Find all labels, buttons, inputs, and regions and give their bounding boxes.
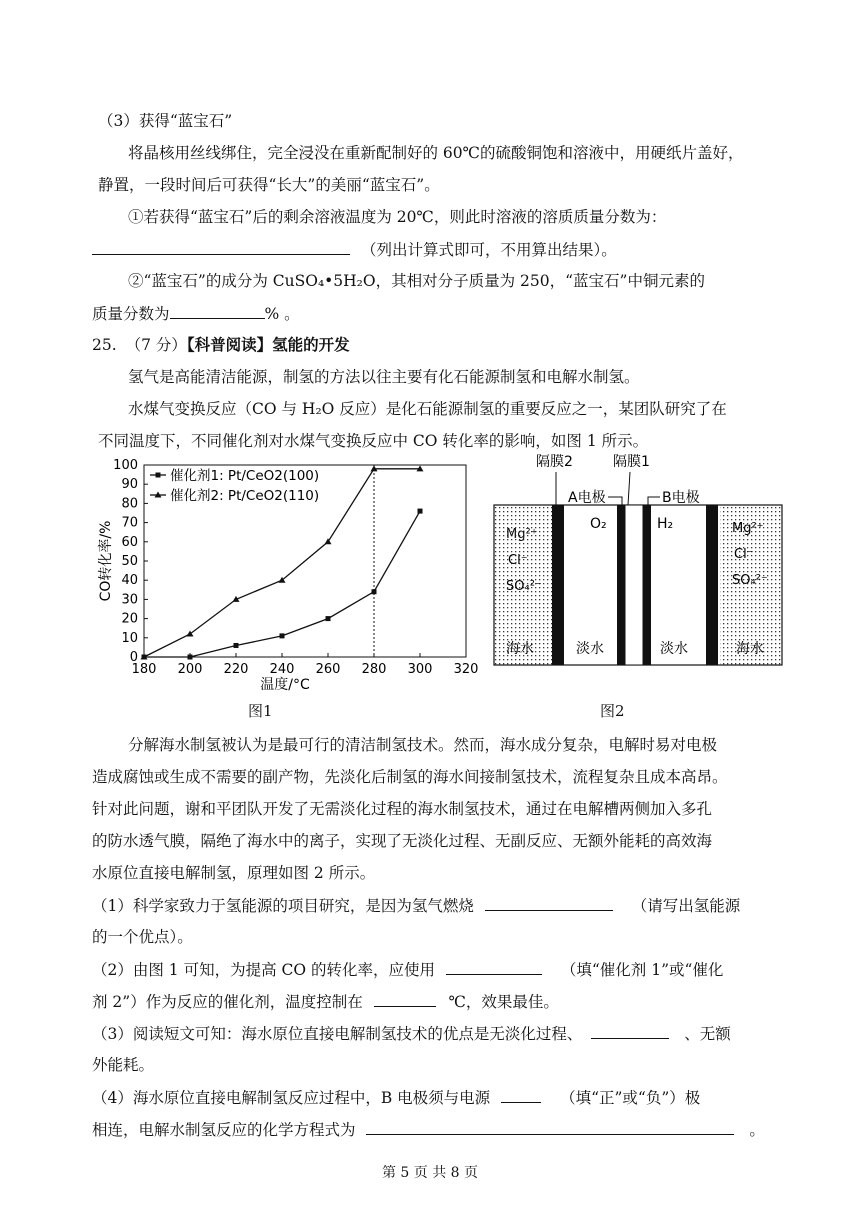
figure2-caption: 图2 (600, 702, 625, 720)
data-point-catalyst1 (234, 643, 239, 648)
freshwater-right-label: 淡水 (660, 641, 688, 657)
y-tick-label: 10 (121, 630, 138, 646)
x-tick-label: 220 (223, 662, 249, 677)
y-tick-label: 0 (129, 650, 138, 665)
electrode-a (617, 505, 625, 665)
membrane2-label: 隔膜2 (536, 454, 573, 470)
y-tick-label: 80 (121, 496, 138, 512)
part3-q1b-row (92, 238, 617, 261)
part3-p2: 静置，一段时间后可获得“长大”的美丽“蓝宝石”。 (98, 176, 440, 194)
freshwater-left-label: 淡水 (576, 641, 604, 657)
answer-blank[interactable] (366, 1118, 734, 1135)
o2-label: O₂ (590, 516, 607, 532)
answer-blank[interactable] (374, 990, 436, 1007)
q25-s1c: 的一个优点）。 (92, 928, 193, 946)
x-tick-label: 280 (361, 662, 387, 677)
x-tick-label: 200 (177, 662, 203, 677)
electrodeA-label: A电极 (568, 490, 606, 506)
figure2-diagram (490, 450, 790, 675)
q25-s3c: 外能耗。 (92, 1056, 155, 1074)
q25-s2-row2 (92, 990, 559, 1013)
answer-blank[interactable] (170, 302, 265, 319)
x-tick-label: 320 (453, 662, 479, 677)
q25-s4d: 。 (749, 1121, 765, 1139)
x-tick-label: 260 (315, 662, 341, 677)
answer-blank[interactable] (92, 238, 350, 255)
legend-marker-square (156, 473, 161, 478)
q25-score: （7 分） (125, 336, 187, 354)
figure1-chart (92, 455, 479, 720)
so4-right: SO₄²⁻ (732, 573, 768, 588)
answer-blank[interactable] (501, 1086, 541, 1103)
electrodeB-label: B电极 (662, 490, 700, 506)
y-tick-label: 90 (121, 477, 138, 493)
y-tick-label: 60 (121, 534, 138, 550)
q25-para3: 针对此问题，谢和平团队开发了无需淡化过程的海水制氢技术，通过在电解槽两侧加入多孔 (92, 800, 713, 818)
x-tick-label: 300 (407, 662, 433, 677)
q25-s3-row (92, 1022, 731, 1045)
q25-para5: 水原位直接电解制氢，原理如图 2 所示。 (92, 864, 376, 882)
q25-s2a: （2）由图 1 可知，为提高 CO 的转化率，应使用 (92, 961, 435, 979)
answer-blank[interactable] (591, 1022, 669, 1039)
answer-blank[interactable] (485, 894, 613, 911)
membrane1-label: 隔膜1 (613, 454, 650, 470)
q25-para2: 造成腐蚀或生成不需要的副产物，先淡化后制氢的海水间接制氢技术，流程复杂且成本高昂。 (92, 768, 728, 786)
q25-s2b: （填“催化剂 1”或“催化 (560, 961, 724, 979)
part3-p1: 将晶核用丝线绑住，完全浸没在重新配制好的 60℃的硫酸铜饱和溶液中，用硬纸片盖好， (128, 144, 744, 162)
q25-title (92, 334, 350, 356)
data-point-catalyst1 (372, 589, 377, 594)
q25-tag: 【科普阅读】氢能的开发 (186, 335, 350, 354)
electrode-b (643, 505, 651, 665)
answer-blank[interactable] (446, 958, 542, 975)
q25-s2d: ℃，效果最佳。 (448, 993, 559, 1011)
y-tick-label: 40 (121, 573, 138, 589)
q25-s4-row (92, 1086, 700, 1109)
membrane-right (706, 505, 718, 665)
mg-right: Mg²⁺ (732, 521, 764, 536)
part3-q2a: ②“蓝宝石”的成分为 CuSO₄•5H₂O，其相对分子质量为 250，“蓝宝石”中铜元素的 (128, 272, 705, 290)
so4-left: SO₄²⁻ (506, 579, 542, 594)
part3-q1b: （列出计算式即可，不用算出结果）。 (360, 241, 617, 259)
q25-s3b: 、无额 (684, 1025, 731, 1043)
seawater-left-label: 海水 (506, 641, 534, 657)
part3-q1a: ①若获得“蓝宝石”后的剩余溶液温度为 20℃，则此时溶液的溶质质量分数为： (128, 208, 667, 226)
cl-left: Cl⁻ (508, 553, 528, 568)
y-axis-label: CO转化率/% (98, 520, 114, 602)
data-point-catalyst1 (418, 509, 423, 514)
legend-label-1: 催化剂1: Pt/CeO2(100) (170, 468, 320, 484)
part3-heading: （3）获得“蓝宝石” (98, 112, 233, 130)
x-tick-label: 180 (131, 662, 157, 677)
page-footer: 第 5 页 共 8 页 (381, 1165, 479, 1181)
q25-para1: 分解海水制氢被认为是最可行的清洁制氢技术。然而，海水成分复杂，电解时易对电极 (128, 736, 718, 754)
q25-para4: 的防水透气膜，隔绝了海水中的离子，实现了无淡化过程、无副反应、无额外能耗的高效海 (92, 832, 713, 850)
x-axis-label: 温度/°C (260, 677, 310, 693)
q25-s1b: （请写出氢能源 (631, 897, 741, 915)
q25-s1-row (92, 894, 740, 917)
part3-q2b-row (92, 302, 300, 325)
x-tick-label: 240 (269, 662, 295, 677)
mg-left: Mg²⁺ (506, 527, 538, 542)
cl-right: Cl⁻ (734, 547, 754, 562)
y-tick-label: 50 (121, 554, 138, 569)
data-point-catalyst1 (188, 655, 193, 660)
q25-intro1: 氢气是高能清洁能源，制氢的方法以往主要有化石能源制氢和电解水制氢。 (128, 368, 640, 386)
q25-intro2: 水煤气变换反应（CO 与 H₂O 反应）是化石能源制氢的重要反应之一，某团队研究了在 (128, 400, 727, 418)
q25-s2-row (92, 958, 723, 981)
data-point-catalyst1 (280, 633, 285, 638)
q25-s4b: （填“正”或“负”）极 (560, 1089, 701, 1107)
q25-intro3: 不同温度下，不同催化剂对水煤气变换反应中 CO 转化率的影响，如图 1 所示。 (98, 432, 649, 450)
q25-s4a: （4）海水原位直接电解制氢反应过程中，B 电极须与电源 (92, 1089, 491, 1107)
data-point-catalyst2 (325, 538, 332, 544)
h2-label: H₂ (657, 516, 674, 532)
q25-s4c: 相连，电解水制氢反应的化学方程式为 (92, 1121, 356, 1139)
q25-number: 25. (92, 336, 117, 354)
membrane-left (552, 505, 564, 665)
seawater-right-label: 海水 (736, 641, 764, 657)
y-tick-label: 20 (121, 611, 138, 627)
part3-q2b-post: % 。 (264, 305, 300, 323)
q25-s4-row2 (92, 1118, 765, 1141)
y-tick-label: 30 (121, 592, 138, 608)
legend-label-2: 催化剂2: Pt/CeO2(110) (170, 488, 320, 504)
q25-s2c: 剂 2”）作为反应的催化剂，温度控制在 (92, 993, 363, 1011)
q25-s1a: （1）科学家致力于氢能源的项目研究，是因为氢气燃烧 (92, 897, 474, 915)
figure1-caption: 图1 (248, 702, 273, 720)
data-point-catalyst1 (326, 616, 331, 621)
y-tick-label: 100 (113, 458, 138, 473)
part3-q2b-pre: 质量分数为 (92, 305, 170, 323)
q25-s3a: （3）阅读短文可知：海水原位直接电解制氢技术的优点是无淡化过程、 (92, 1025, 583, 1043)
y-tick-label: 70 (121, 515, 138, 531)
